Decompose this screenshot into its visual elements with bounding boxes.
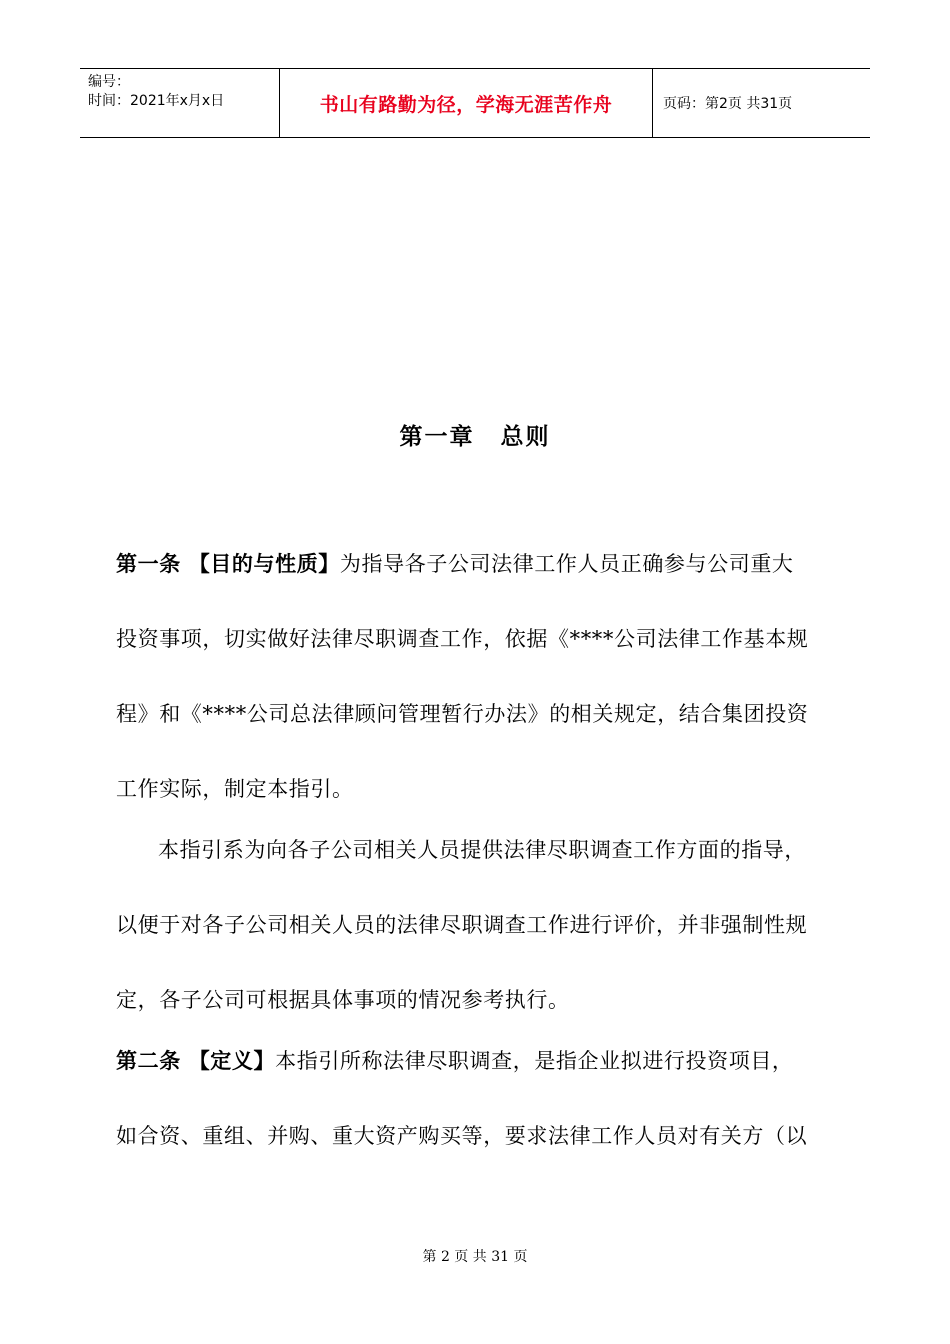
document-time-label: 时间：2021年x月x日 [88,93,225,109]
article2-line1 [116,1045,794,1075]
document-number-label: 编号： [88,74,130,90]
article1-line1-text: 为指导各子公司法律工作人员正确参与公司重大 [339,552,794,576]
paragraph2-line1: 本指引系为向各子公司相关人员提供法律尽职调查工作方面的指导， [158,838,806,862]
paragraph2-line3: 定，各子公司可根据具体事项的情况参考执行。 [116,988,570,1012]
article1-line3: 程》和《****公司总法律顾问管理暂行办法》的相关规定，结合集团投资 [116,702,809,726]
header-page-info: 页码：第2页 共31页 [663,96,793,112]
chapter-heading [0,418,950,451]
article1-line4: 工作实际，制定本指引。 [116,777,354,801]
article2-line2: 如合资、重组、并购、重大资产购买等，要求法律工作人员对有关方（以 [116,1124,808,1148]
paragraph2-line2: 以便于对各子公司相关人员的法律尽职调查工作进行评价，并非强制性规 [116,913,808,937]
article1-line1 [116,548,794,578]
article1-line2: 投资事项，切实做好法律尽职调查工作，依据《****公司法律工作基本规 [116,627,809,651]
article2-heading: 第二条 【定义】 [116,1049,276,1073]
article2-line1-text: 本指引所称法律尽职调查，是指企业拟进行投资项目， [275,1049,794,1073]
chapter-title: 第一章 [399,423,475,450]
chapter-name: 总则 [500,423,551,450]
header-meta-cell [80,69,280,137]
page-footer: 第 2 页 共 31 页 [422,1249,528,1265]
article1-heading: 第一条 【目的与性质】 [116,552,340,576]
header-motto: 书山有路勤为径，学海无涯苦作舟 [280,69,653,137]
page-header [80,68,870,138]
